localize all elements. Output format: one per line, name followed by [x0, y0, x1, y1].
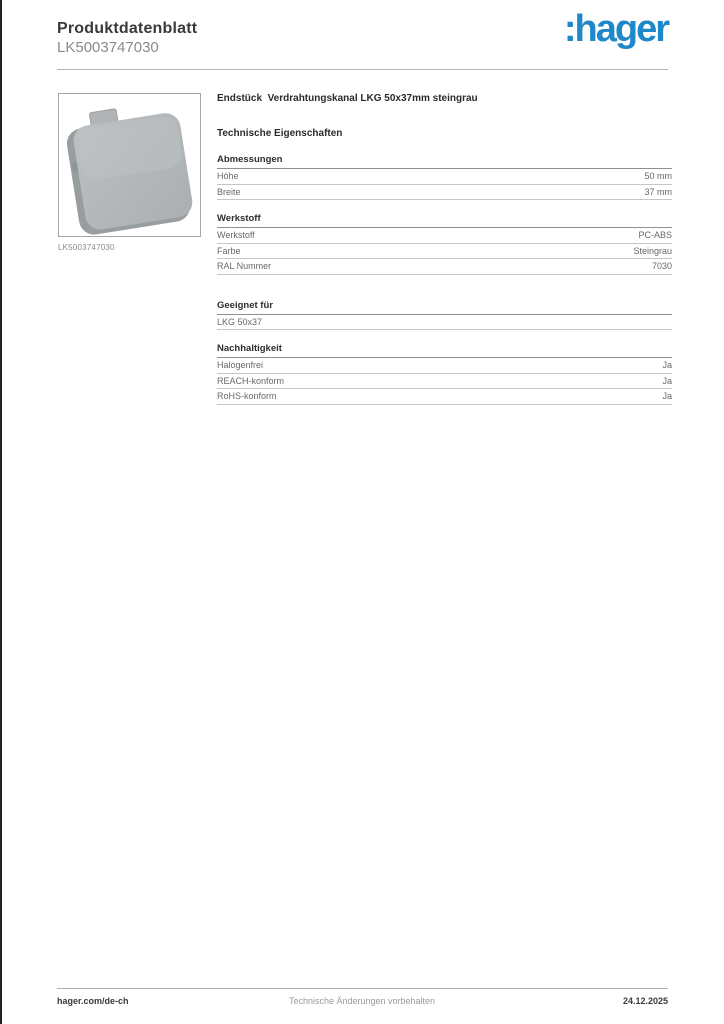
- row-label: Werkstoff: [217, 230, 255, 240]
- spec-group-nachhaltigkeit: [217, 343, 672, 405]
- row-value: Ja: [662, 375, 672, 386]
- spec-group-geeignet-fuer: [217, 300, 672, 331]
- hager-logo: :hager: [563, 8, 668, 50]
- row-label: LKG 50x37: [217, 316, 263, 327]
- product-reference: LK5003747030: [57, 39, 159, 56]
- row-label: Höhe: [217, 171, 239, 181]
- group-title: Abmessungen: [217, 154, 672, 169]
- table-row: [217, 358, 672, 374]
- spec-groups: [217, 154, 672, 405]
- tech-properties-heading: Technische Eigenschaften: [217, 128, 343, 139]
- row-label: REACH-konform: [217, 375, 285, 386]
- footer-website-link[interactable]: hager.com/de-ch: [57, 996, 129, 1006]
- table-row: [217, 228, 672, 244]
- row-label: Breite: [217, 186, 241, 197]
- table-row: [217, 389, 672, 405]
- row-value: 50 mm: [644, 171, 672, 181]
- row-value: Ja: [662, 360, 672, 370]
- spec-content: [217, 93, 672, 405]
- row-label: Farbe: [217, 245, 241, 256]
- group-title: Werkstoff: [217, 213, 672, 228]
- table-row: [217, 259, 672, 275]
- row-label: RAL Nummer: [217, 261, 272, 271]
- header-divider: [57, 69, 668, 70]
- row-label: RoHS-konform: [217, 391, 277, 401]
- row-value: Ja: [662, 391, 672, 401]
- table-row: [217, 244, 672, 260]
- page-left-edge: [0, 0, 2, 1024]
- spec-group-werkstoff: [217, 213, 672, 275]
- row-value: 7030: [651, 261, 672, 271]
- document-type-title: Produktdatenblatt: [57, 20, 198, 37]
- product-image-caption: LK5003747030: [58, 243, 115, 252]
- row-label: Halogenfrei: [217, 360, 264, 370]
- footer-date: 24.12.2025: [622, 996, 668, 1006]
- product-image: [58, 93, 201, 237]
- group-title: Geeignet für: [217, 300, 672, 315]
- row-value: 37 mm: [644, 186, 672, 197]
- table-row: [217, 185, 672, 201]
- spec-group-abmessungen: [217, 154, 672, 200]
- footer-divider: [57, 988, 668, 989]
- row-value: Steingrau: [633, 245, 672, 256]
- row-value: PC-ABS: [638, 230, 672, 240]
- table-row: [217, 374, 672, 390]
- table-row: [217, 169, 672, 185]
- end-cap-illustration: [59, 94, 200, 236]
- table-row: [217, 315, 672, 331]
- product-title: Endstück Verdrahtungskanal LKG 50x37mm steingrau: [217, 93, 478, 104]
- group-title: Nachhaltigkeit: [217, 343, 672, 358]
- footer-disclaimer: Technische Änderungen vorbehalten: [288, 996, 436, 1006]
